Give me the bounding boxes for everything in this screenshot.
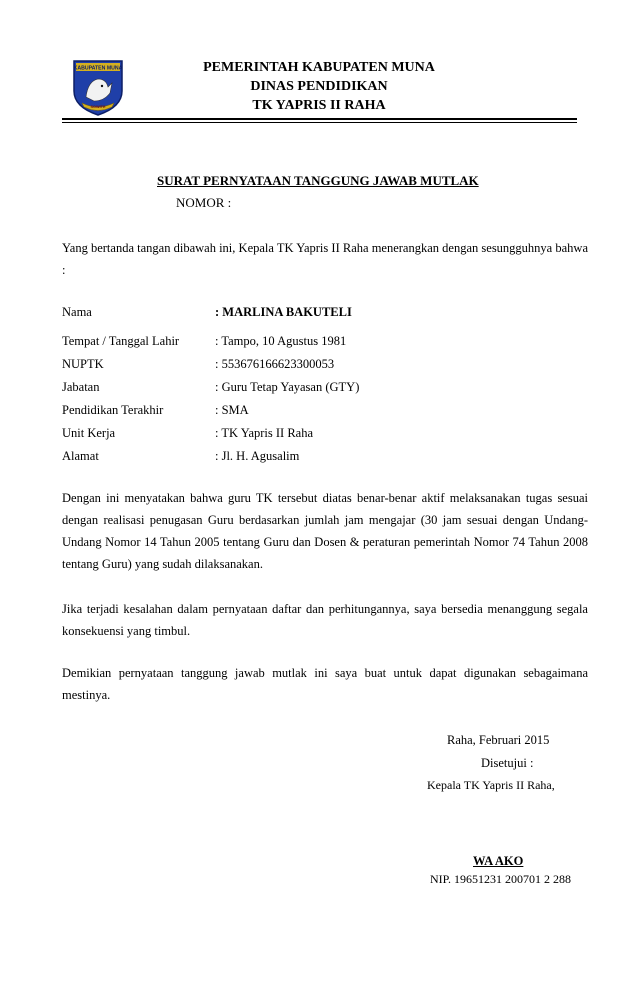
document-number: NOMOR : bbox=[176, 195, 232, 210]
field-value-name: : MARLINA BAKUTELI bbox=[215, 305, 352, 319]
document-title: SURAT PERNYATAAN TANGGUNG JAWAB MUTLAK bbox=[157, 173, 479, 188]
logo-text-bottom: SOWITE bbox=[90, 105, 106, 109]
body-paragraph-3: Demikian pernyataan tanggung jawab mutlak ini saya buat untuk dapat digunakan sebagaimana mestinya. bbox=[62, 666, 588, 702]
field-label-nuptk: NUPTK bbox=[62, 357, 104, 371]
field-label-position: Jabatan bbox=[62, 380, 100, 394]
header-rule-thick bbox=[62, 118, 577, 120]
field-value-nuptk: : 553676166623300053 bbox=[215, 357, 335, 371]
field-value-unit: : TK Yapris II Raha bbox=[215, 426, 314, 440]
logo-text-top: KABUPATEN MUNA bbox=[73, 65, 123, 72]
header-line-1: PEMERINTAH KABUPATEN MUNA bbox=[203, 60, 435, 75]
header-rule-thin bbox=[62, 122, 577, 123]
header-line-3: TK YAPRIS II RAHA bbox=[252, 98, 386, 113]
header-line-2: DINAS PENDIDIKAN bbox=[250, 79, 388, 94]
signature-approved: Disetujui : bbox=[481, 756, 534, 770]
body-paragraph-2: Jika terjadi kesalahan dalam pernyataan daftar dan perhitungannya, saya bersedia menanggung segala konsekuensi yang timbul. bbox=[62, 602, 588, 638]
signature-place-date: Raha, Februari 2015 bbox=[447, 733, 550, 747]
signature-name: WA AKO bbox=[473, 854, 524, 868]
field-value-birth: : Tampo, 10 Agustus 1981 bbox=[215, 334, 347, 348]
signature-position: Kepala TK Yapris II Raha, bbox=[427, 778, 555, 792]
signature-nip: NIP. 19651231 200701 2 288 bbox=[430, 872, 572, 886]
body-paragraph-1: Dengan ini menyatakan bahwa guru TK tersebut diatas benar-benar aktif melaksanakan tugas sesuai dengan realisasi penugasan Guru berdasarkan jumlah jam mengajar (30 jam sesuai dengan Undang-Undang Nomor 14 Tahun 2005 tentang Guru dan Dosen & peraturan pemerintah Nomor 74 Tahun 2008 tentang Guru) yang sudah dilaksanakan. bbox=[62, 491, 588, 571]
field-value-position: : Guru Tetap Yayasan (GTY) bbox=[215, 380, 360, 394]
field-value-address: : Jl. H. Agusalim bbox=[215, 449, 300, 463]
field-label-birth: Tempat / Tanggal Lahir bbox=[62, 334, 180, 348]
field-label-unit: Unit Kerja bbox=[62, 426, 116, 440]
intro-paragraph: Yang bertanda tangan dibawah ini, Kepala TK Yapris II Raha menerangkan dengan sesungguhnya bahwa : bbox=[62, 241, 588, 277]
field-label-address: Alamat bbox=[62, 449, 99, 463]
field-label-education: Pendidikan Terakhir bbox=[62, 403, 164, 417]
field-value-education: : SMA bbox=[215, 403, 249, 417]
field-label-name: Nama bbox=[62, 305, 92, 319]
